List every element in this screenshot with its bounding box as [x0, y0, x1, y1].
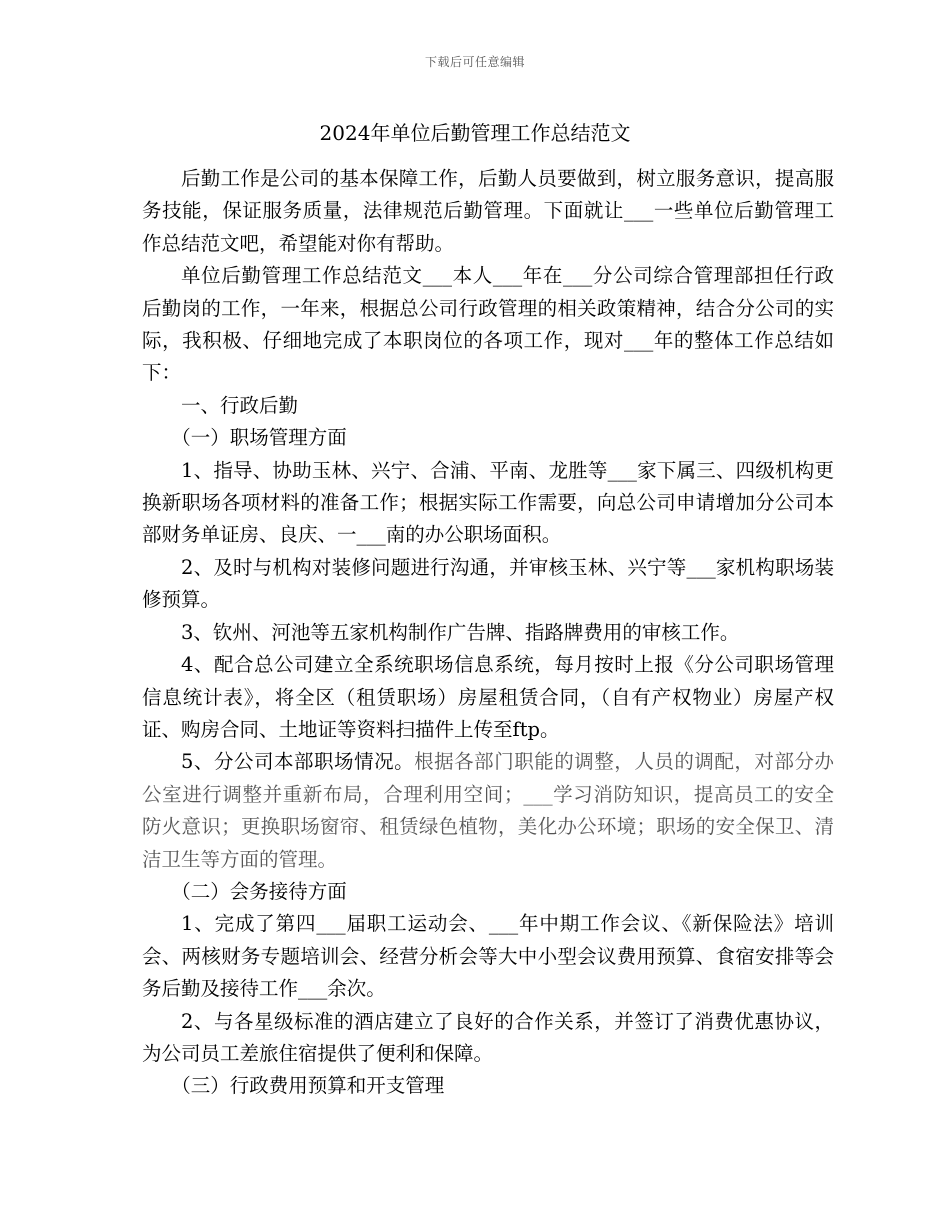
subsection-heading-2: （二）会务接待方面	[171, 879, 347, 903]
page-header-note: 下载后可任意编辑	[424, 55, 525, 69]
list-item-1-5-rest: 根据各部门职能的调整，人员的调配，对部分办公室进行调整并重新布局，合理利用空间；___学习消防知识，提高员工的安全防火意识；更换职场窗帘、租赁绿色植物，美化办公环境；职场的安全保卫、清洁卫生等方面的管理。	[142, 750, 834, 871]
subsection-heading-1: （一）职场管理方面	[171, 426, 347, 450]
document-title: 2024年单位后勤管理工作总结范文	[319, 121, 631, 145]
list-item-1-1: 1、指导、协助玉林、兴宁、合浦、平南、龙胜等___家下属三、四级机构更换新职场各项材料的准备工作；根据实际工作需要，向总公司申请增加分公司本部财务单证房、良庆、一___南的办公职场面积。	[142, 458, 834, 547]
subsection-heading-3: （三）行政费用预算和开支管理	[171, 1074, 445, 1098]
list-item-2-1: 1、完成了第四___届职工运动会、___年中期工作会议、《新保险法》培训会、两核财务专题培训会、经营分析会等大中小型会议费用预算、食宿安排等会务后勤及接待工作___余次。	[142, 912, 834, 1001]
list-item-1-2: 2、及时与机构对装修问题进行沟通，并审核玉林、兴宁等___家机构职场装修预算。	[142, 555, 834, 612]
document-body	[142, 163, 834, 1103]
section-heading-1: 一、行政后勤	[181, 393, 299, 417]
list-item-1-5	[142, 746, 834, 876]
paragraph-1: 单位后勤管理工作总结范文___本人___年在___分公司综合管理部担任行政后勤岗的工作，一年来，根据总公司行政管理的相关政策精神，结合分公司的实际，我积极、仔细地完成了本职岗位的各项工作，现对___年的整体工作总结如下：	[142, 264, 834, 385]
intro-paragraph: 后勤工作是公司的基本保障工作，后勤人员要做到，树立服务意识，提高服务技能，保证服务质量，法律规范后勤管理。下面就让___一些单位后勤管理工作总结范文吧，希望能对你有帮助。	[142, 167, 834, 255]
list-item-1-3: 3、钦州、河池等五家机构制作广告牌、指路牌费用的审核工作。	[181, 620, 740, 644]
list-item-2-2: 2、与各星级标准的酒店建立了良好的合作关系，并签订了消费优惠协议，为公司员工差旅住宿提供了便利和保障。	[142, 1009, 834, 1065]
list-item-1-4: 4、配合总公司建立全系统职场信息系统，每月按时上报《分公司职场管理信息统计表》，将全区（租赁职场）房屋租赁合同，（自有产权物业）房屋产权证、购房合同、土地证等资料扫描件上传至ftp。	[142, 653, 834, 741]
list-item-1-5-lead: 5、分公司本部职场情况。	[181, 750, 415, 774]
